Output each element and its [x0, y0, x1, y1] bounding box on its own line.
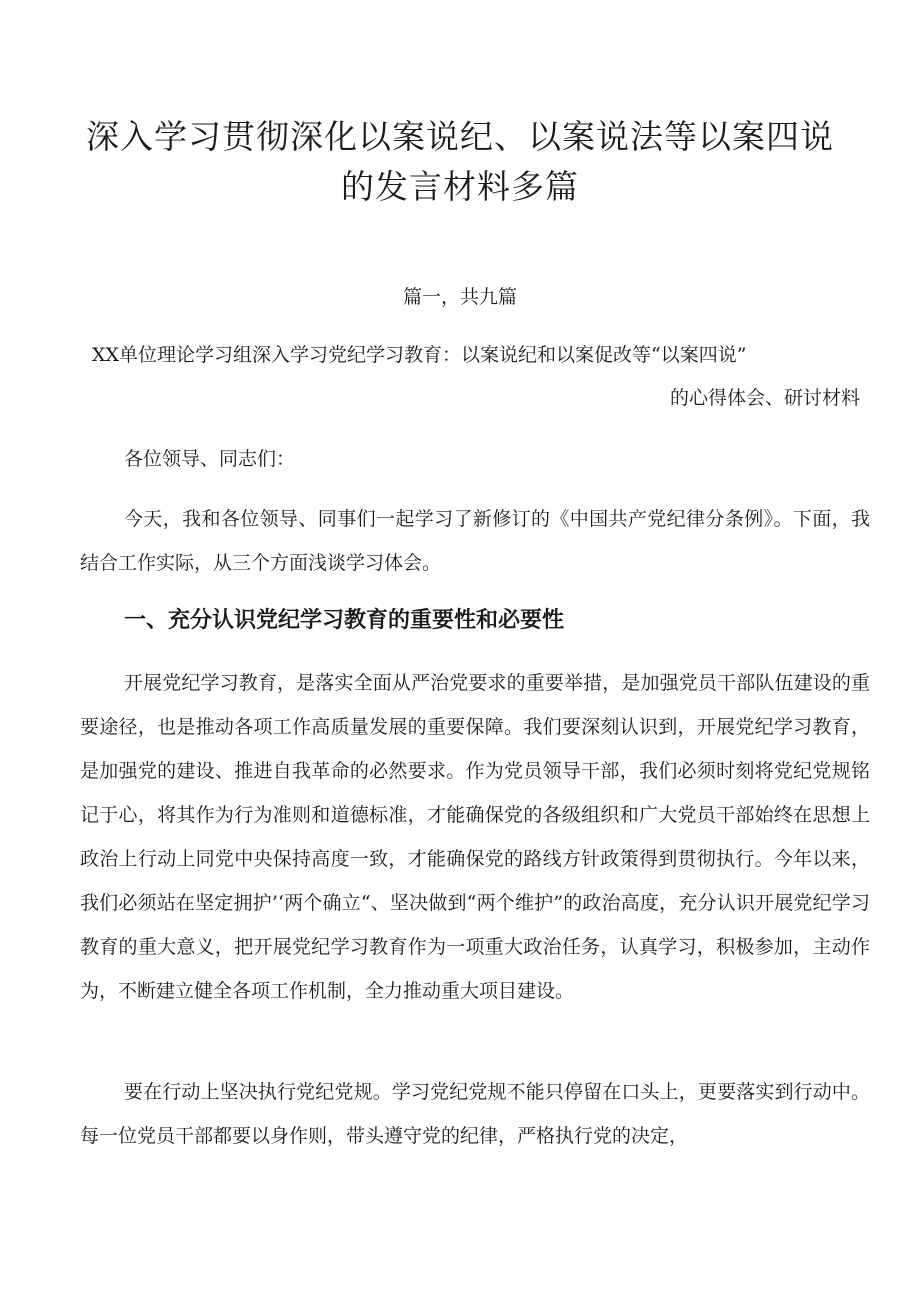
section-heading-1: 一、充分认识党纪学习教育的重要性和必要性 — [124, 608, 565, 633]
salutation: 各位领导、同志们： — [124, 448, 296, 470]
intro-paragraph: 今天，我和各位领导、同事们一起学习了新修订的《中国共产党纪律分条例》。下面，我结合工作实际，从三个方面浅谈学习体会。 — [80, 508, 870, 574]
body-paragraph-2: 要在行动上坚决执行党纪党规。学习党纪党规不能只停留在口头上，更要落实到行动中。每一位党员干部都要以身作则，带头遵守党的纪律，严格执行党的决定， — [80, 1081, 870, 1147]
body-paragraph-1: 开展党纪学习教育，是落实全面从严治党要求的重要举措，是加强党员干部队伍建设的重要途径，也是推动各项工作高质量发展的重要保障。我们要深刻认识到，开展党纪学习教育，是加强党的建设、推进自我革命的必然要求。作为党员领导干部，我们必须时刻将党纪党规铭记于心，将其作为行为准则和道德标准，才能确保党的各级组织和广大党员干部始终在思想上政治上行动上同党中央保持高度一致，才能确保党的路线方针政策得到贯彻执行。今年以来，我们必须站在坚定拥护’‘两个确立“、坚决做到“两个维护”的政治高度，充分认识开展党纪学习教育的重大意义，把开展党纪学习教育作为一项重大政治任务，认真学习，积极参加，主动作为，不断建立健全各项工作机制，全力推动重大项目建设。 — [80, 672, 870, 1002]
document-title-line1: 深入学习贯彻深化以案说纪、以案说法等以案四说 — [86, 117, 834, 156]
document-title-line2: 的发言材料多篇 — [341, 167, 579, 206]
section-label: 篇一，共九篇 — [402, 286, 517, 308]
document-title — [60, 112, 860, 212]
subtitle-line-2: 的心得体会、研讨材料 — [669, 387, 860, 409]
subtitle-line-1: XX单位理论学习组深入学习党纪学习教育：以案说纪和以案促改等“以案四说” — [92, 344, 747, 366]
